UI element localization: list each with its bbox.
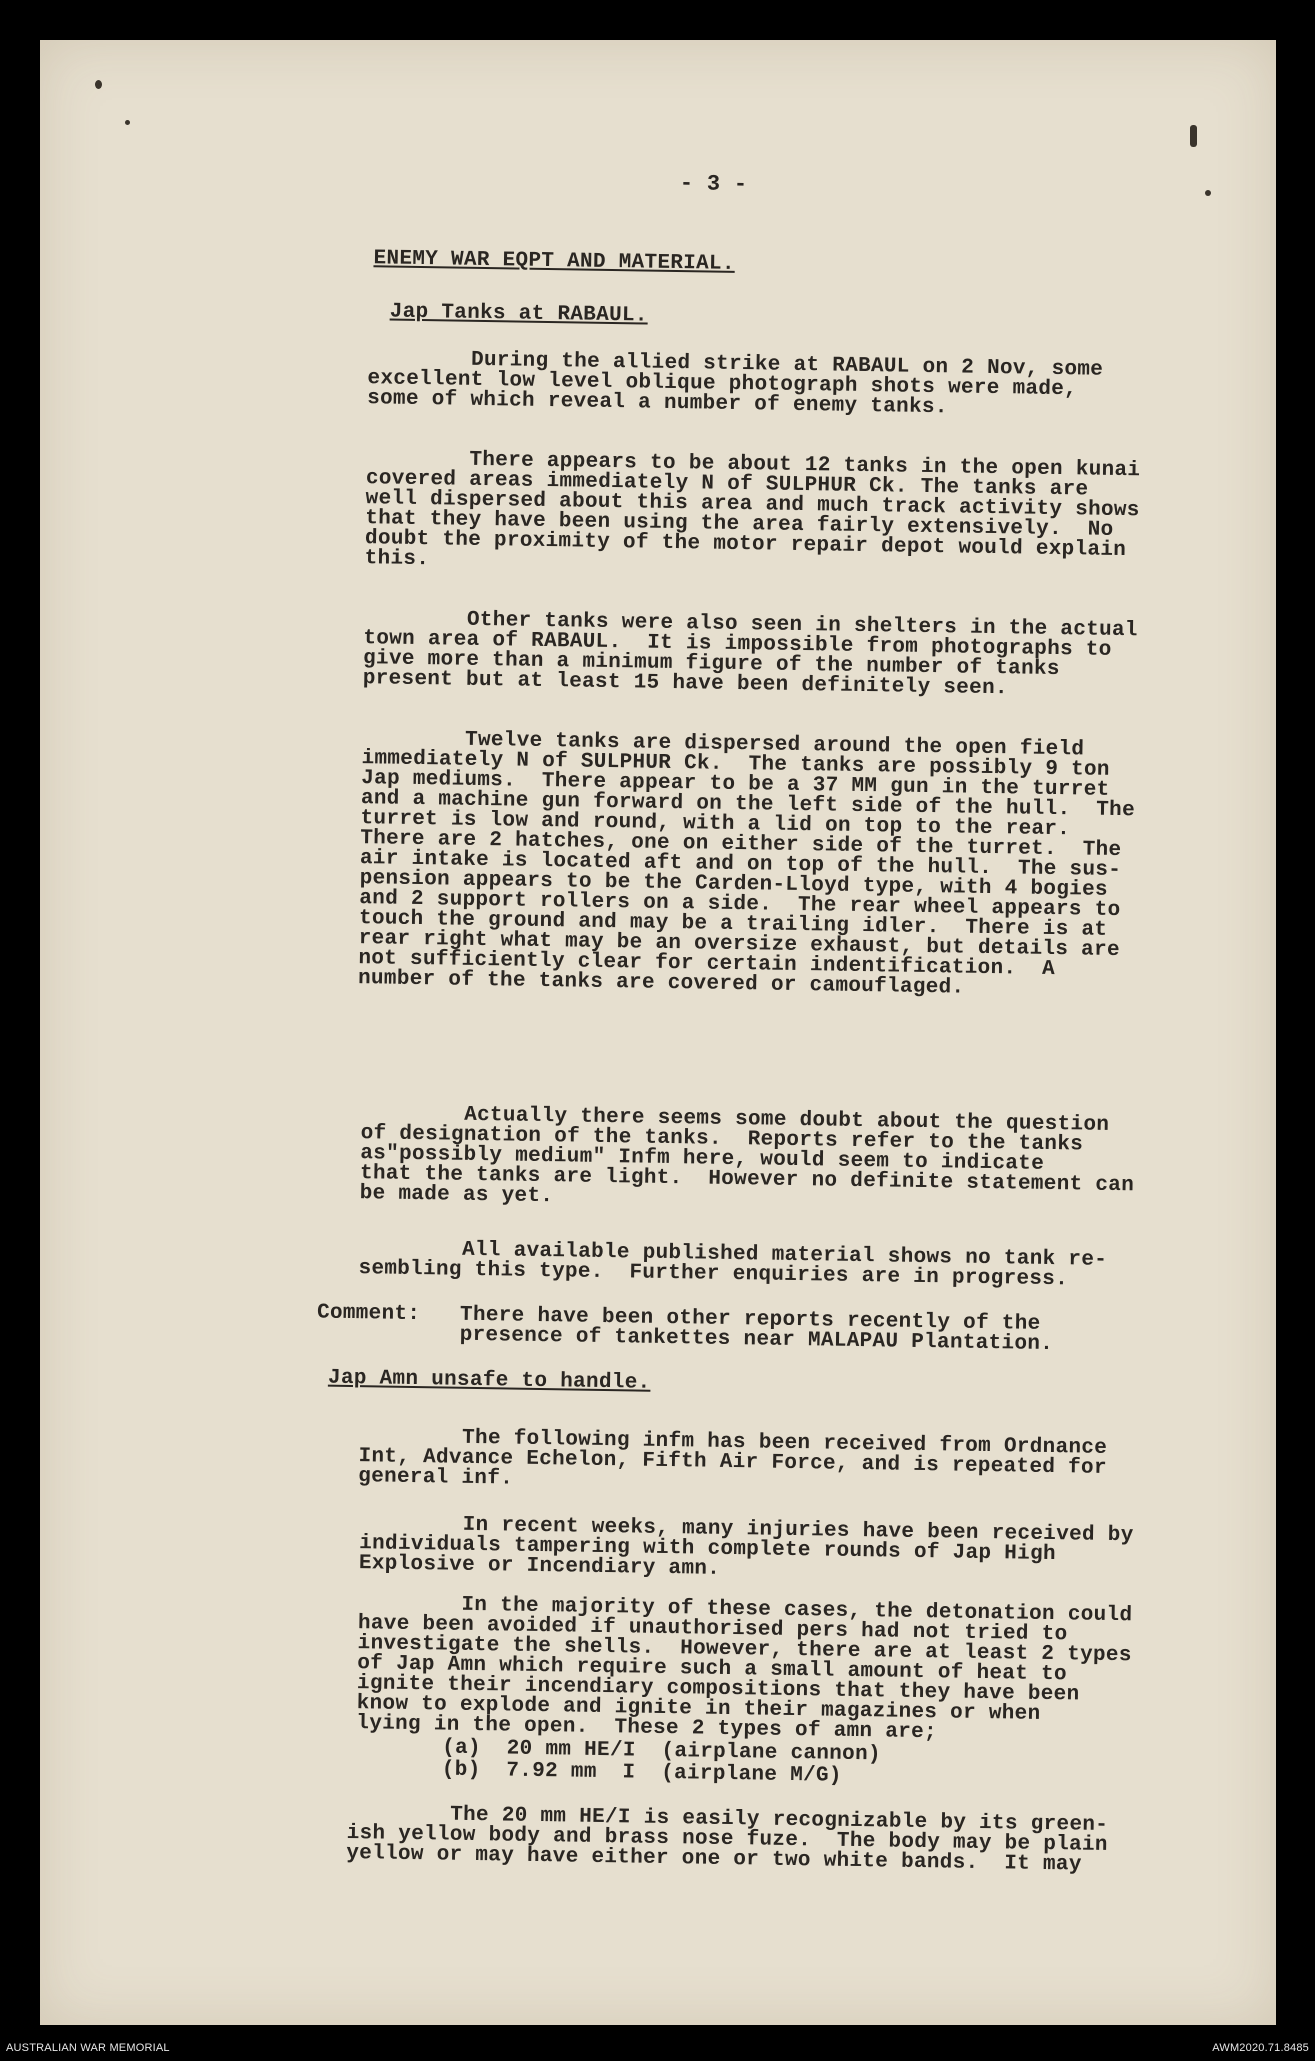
paragraph: Actually there seems some doubt about the question of designation of the tanks. Reports refer to the tanks as"possibly medium" Infm here, would seem to indicate that the tanks are light. However no definite statement can be made as yet.: [333, 1101, 1135, 1209]
comment-text: There have been other reports recently of the presence of tankettes near MALAPAU Plantation.: [459, 1303, 1054, 1357]
paragraph: Twelve tanks are dispersed around the open field immediately N of SULPHUR Ck. The tanks are possibly 9 ton Jap mediums. There appear to be a 37 MM gun in the turret and a machine gun forward on the left side of the hull. The turret is low and round, with a lid on top to the rear. There are 2 hatches, one on either side of the turret. The air intake is located aft and on top of the hull. The sus- pension appears to be the Carden-Lloyd type, with 4 bogies and 2 support rollers on a side. The rear wheel appears to touch the ground and may be a trailing idler. There is at rear right what may be an oversize exhaust, but details are not sufficiently clear for certain indentification. A number of the tanks are covered or camouflaged.: [332, 726, 1136, 1000]
paragraph: The 20 mm HE/I is easily recognizable by its green- ish yellow body and brass nose fuze. The body may be plain yellow or may have either one or two white bands. It may: [320, 1801, 1109, 1877]
document-page: [40, 40, 1276, 2025]
list-item: (b) 7.92 mm I (airplane M/G): [441, 1758, 842, 1788]
paragraph: Other tanks were also seen in shelters in the actual town area of RABAUL. It is impossible from photographs to give more than a minimum figure of the number of tanks present but at least 15 have been definitely seen.: [336, 606, 1138, 701]
ink-speck: [1190, 125, 1197, 147]
ink-speck: [1205, 190, 1211, 196]
comment-label: Comment:: [316, 1301, 421, 1327]
page-number: - 3 -: [679, 171, 748, 198]
paragraph: The following infm has been received from Ordnance Int, Advance Echelon, Fifth Air Force, and is repeated for general inf.: [332, 1424, 1108, 1491]
section-heading-ammo: Jap Amn unsafe to handle.: [327, 1366, 651, 1395]
paragraph: All available published material shows no tank re- sembling this type. Further enquiries are in progress.: [332, 1236, 1108, 1292]
paragraph: In recent weeks, many injuries have been received by individuals tampering with complete rounds of Jap High Explosive or Incendiary amn.: [332, 1511, 1134, 1581]
archive-reference: AWM2020.71.8485: [1212, 2042, 1309, 2054]
section-heading-tanks: Jap Tanks at RABAUL.: [389, 300, 648, 328]
list-item: (a) 20 mm HE/I (airplane cannon): [442, 1736, 881, 1767]
paragraph: There appears to be about 12 tanks in the open kunai covered areas immediately N of SULPHUR Ck. The tanks are well dispersed about this area and much track activity shows that they have been using the area fairly extensively. No doubt the proximity of the motor repair depot would explain this.: [338, 446, 1141, 572]
typed-text-block: [295, 168, 1245, 1877]
document-heading: ENEMY WAR EQPT AND MATERIAL.: [373, 247, 735, 276]
paragraph: During the allied strike at RABAUL on 2 Nov, some excellent low level oblique photograph shots were made, some of which reveal a number of enemy tanks.: [341, 346, 1104, 420]
ink-speck: [95, 80, 102, 89]
archive-credit: AUSTRALIAN WAR MEMORIAL: [6, 2042, 170, 2054]
paragraph: In the majority of these cases, the detonation could have been avoided if unauthorised pers had not tried to investigate the shells. However, there are at least 2 types of Jap Amn which require such a small amount of heat to ignite their incendiary compositions that they have been know to explode and ignite in their magazines or when lying in the open. These 2 types of amn are;: [330, 1591, 1133, 1745]
ink-speck: [125, 120, 130, 125]
